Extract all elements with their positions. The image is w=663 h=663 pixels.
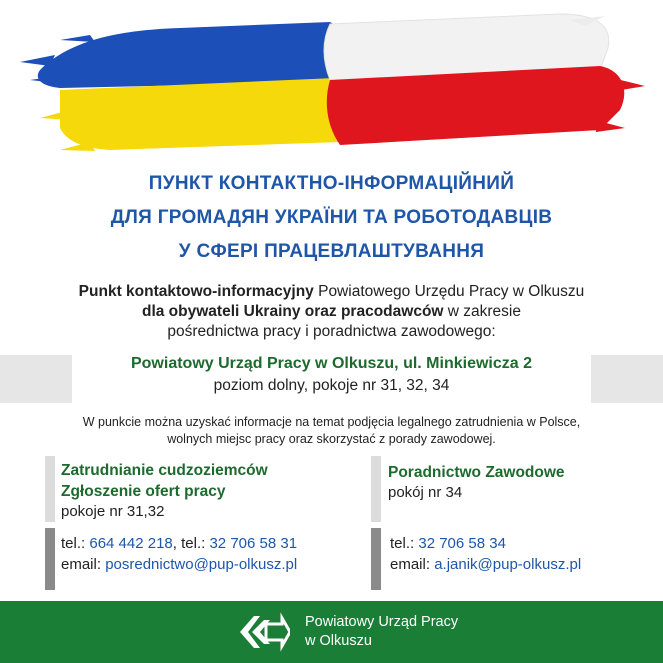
info-line-1: W punkcie można uzyskać informacje na temat podjęcia legalnego zatrudnienia w Polsce, xyxy=(82,415,581,429)
left-box-email-line xyxy=(61,555,297,575)
intro-paragraph xyxy=(20,282,643,342)
ukraine-flag xyxy=(20,22,348,151)
intro-bold-1: Punkt kontaktowo-informacyjny xyxy=(78,283,314,300)
intro-text-1: Powiatowego Urzędu Pracy w Olkuszu xyxy=(313,283,585,300)
right-box-email-line xyxy=(390,555,581,575)
left-box-tel-label: tel.: xyxy=(61,535,90,552)
right-box-title: Poradnictwo Zawodowe xyxy=(388,464,565,481)
left-box-title-2: Zgłoszenie ofert pracy xyxy=(61,483,226,500)
left-box-email-label: email: xyxy=(61,556,106,573)
right-box-email-label: email: xyxy=(390,556,435,573)
right-box-bar-bottom xyxy=(371,528,381,590)
right-box-email-link[interactable]: a.janik@pup-olkusz.pl xyxy=(434,556,582,573)
left-box-phone-1[interactable]: 664 442 218 xyxy=(89,535,173,552)
intro-text-3: pośrednictwa pracy i poradnictwa zawodowego: xyxy=(167,323,496,340)
title-line-1: ПУНКТ КОНТАКТНО-ІНФОРМАЦІЙНИЙ xyxy=(148,173,515,194)
poland-flag xyxy=(324,14,645,145)
right-box-bar-top xyxy=(371,456,381,522)
title-line-2: ДЛЯ ГРОМАДЯН УКРАЇНИ ТА РОБОТОДАВЦІВ xyxy=(110,207,553,228)
left-box-tel-sep: , tel.: xyxy=(172,535,210,552)
right-box-tel-label: tel.: xyxy=(390,535,419,552)
address-line-2: poziom dolny, pokoje nr 31, 32, 34 xyxy=(213,377,450,394)
left-box-email-link[interactable]: posrednictwo@pup-olkusz.pl xyxy=(105,556,298,573)
info-paragraph xyxy=(30,414,633,448)
left-box-bar-bottom xyxy=(45,528,55,590)
left-box-bar-top xyxy=(45,456,55,522)
info-line-2: wolnych miejsc pracy oraz skorzystać z porady zawodowej. xyxy=(167,432,496,446)
right-box-phone[interactable]: 32 706 58 34 xyxy=(418,535,506,552)
pup-logo-icon xyxy=(236,612,290,652)
left-box-title-1: Zatrudnianie cudzoziemców xyxy=(61,462,268,479)
left-box-rooms: pokoje nr 31,32 xyxy=(61,503,165,520)
footer-line-2: w Olkuszu xyxy=(305,633,372,649)
left-box-phone-2[interactable]: 32 706 58 31 xyxy=(209,535,298,552)
title-line-3: У СФЕРІ ПРАЦЕВЛАШТУВАННЯ xyxy=(178,241,485,262)
right-box-rooms: pokój nr 34 xyxy=(388,484,463,501)
footer-office-name xyxy=(305,613,458,651)
footer-line-1: Powiatowy Urząd Pracy xyxy=(305,614,459,630)
address-line-1: Powiatowy Urząd Pracy w Olkuszu, ul. Minkiewicza 2 xyxy=(130,355,532,372)
right-box-phone-line xyxy=(390,534,506,554)
flags-illustration xyxy=(0,0,663,165)
left-box-phone-line xyxy=(61,534,297,554)
intro-text-2: w zakresie xyxy=(443,303,521,320)
intro-bold-2: dla obywateli Ukrainy oraz pracodawców xyxy=(141,303,444,320)
